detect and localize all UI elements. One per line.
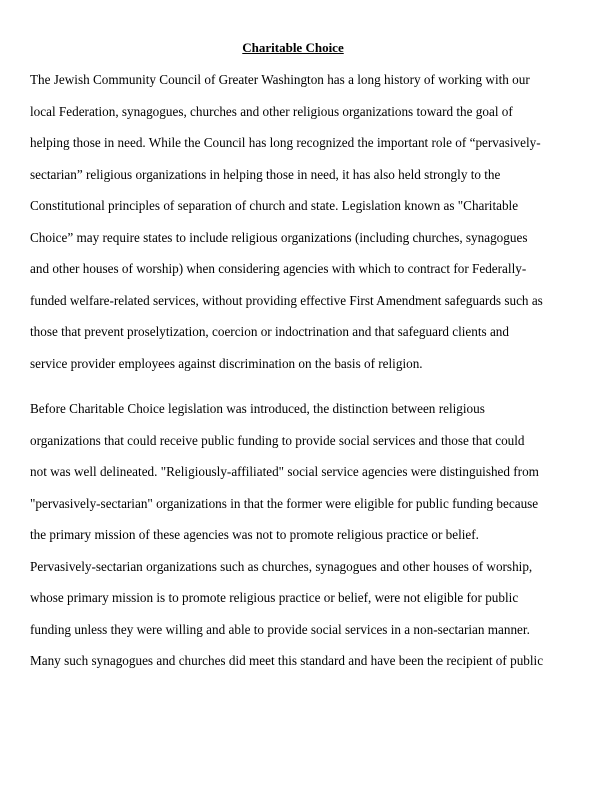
text-line: organizations that could receive public funding to provide social services and those that could — [30, 432, 525, 448]
text-line: funded welfare-related services, without providing effective First Amendment safeguards such as — [30, 292, 543, 308]
text-line: and other houses of worship) when considering agencies with which to contract for Federally- — [30, 261, 527, 276]
text-line: whose primary mission is to promote religious practice or belief, were not eligible for public — [30, 590, 519, 605]
text-line: Constitutional principles of separation of church and state. Legislation known as "Charitable — [30, 198, 519, 213]
text-line: local Federation, synagogues, churches and other religious organizations toward the goal of — [30, 103, 513, 119]
text-line: helping those in need. While the Council has long recognized the important role of “pervasively- — [30, 135, 541, 150]
paragraph — [30, 393, 575, 677]
text-line: Pervasively-sectarian organizations such as churches, synagogues and other houses of worship, — [30, 558, 533, 574]
text-line: Many such synagogues and churches did meet this standard and have been the recipient of public — [30, 653, 544, 668]
text-line: those that prevent proselytization, coercion or indoctrination and that safeguard clients and — [30, 324, 509, 339]
paragraph — [30, 64, 575, 379]
text-line: Choice” may require states to include religious organizations (including churches, synagogues — [30, 229, 528, 245]
text-line: The Jewish Community Council of Greater Washington has a long history of working with our — [30, 72, 530, 87]
text-line: the primary mission of these agencies was not to promote religious practice or belief. — [30, 527, 479, 542]
text-line: service provider employees against discrimination on the basis of religion. — [30, 355, 423, 371]
text-line: sectarian” religious organizations in helping those in need, it has also held strongly to the — [30, 166, 501, 182]
text-line: Before Charitable Choice legislation was introduced, the distinction between religious — [30, 401, 485, 416]
text-line: not was well delineated. "Religiously-affiliated" social service agencies were distinguished from — [30, 464, 539, 479]
text-line: "pervasively-sectarian" organizations in that the former were eligible for public funding because — [30, 495, 539, 511]
document-title: Charitable Choice — [242, 40, 344, 55]
text-line: funding unless they were willing and able to provide social services in a non-sectarian manner. — [30, 621, 530, 637]
